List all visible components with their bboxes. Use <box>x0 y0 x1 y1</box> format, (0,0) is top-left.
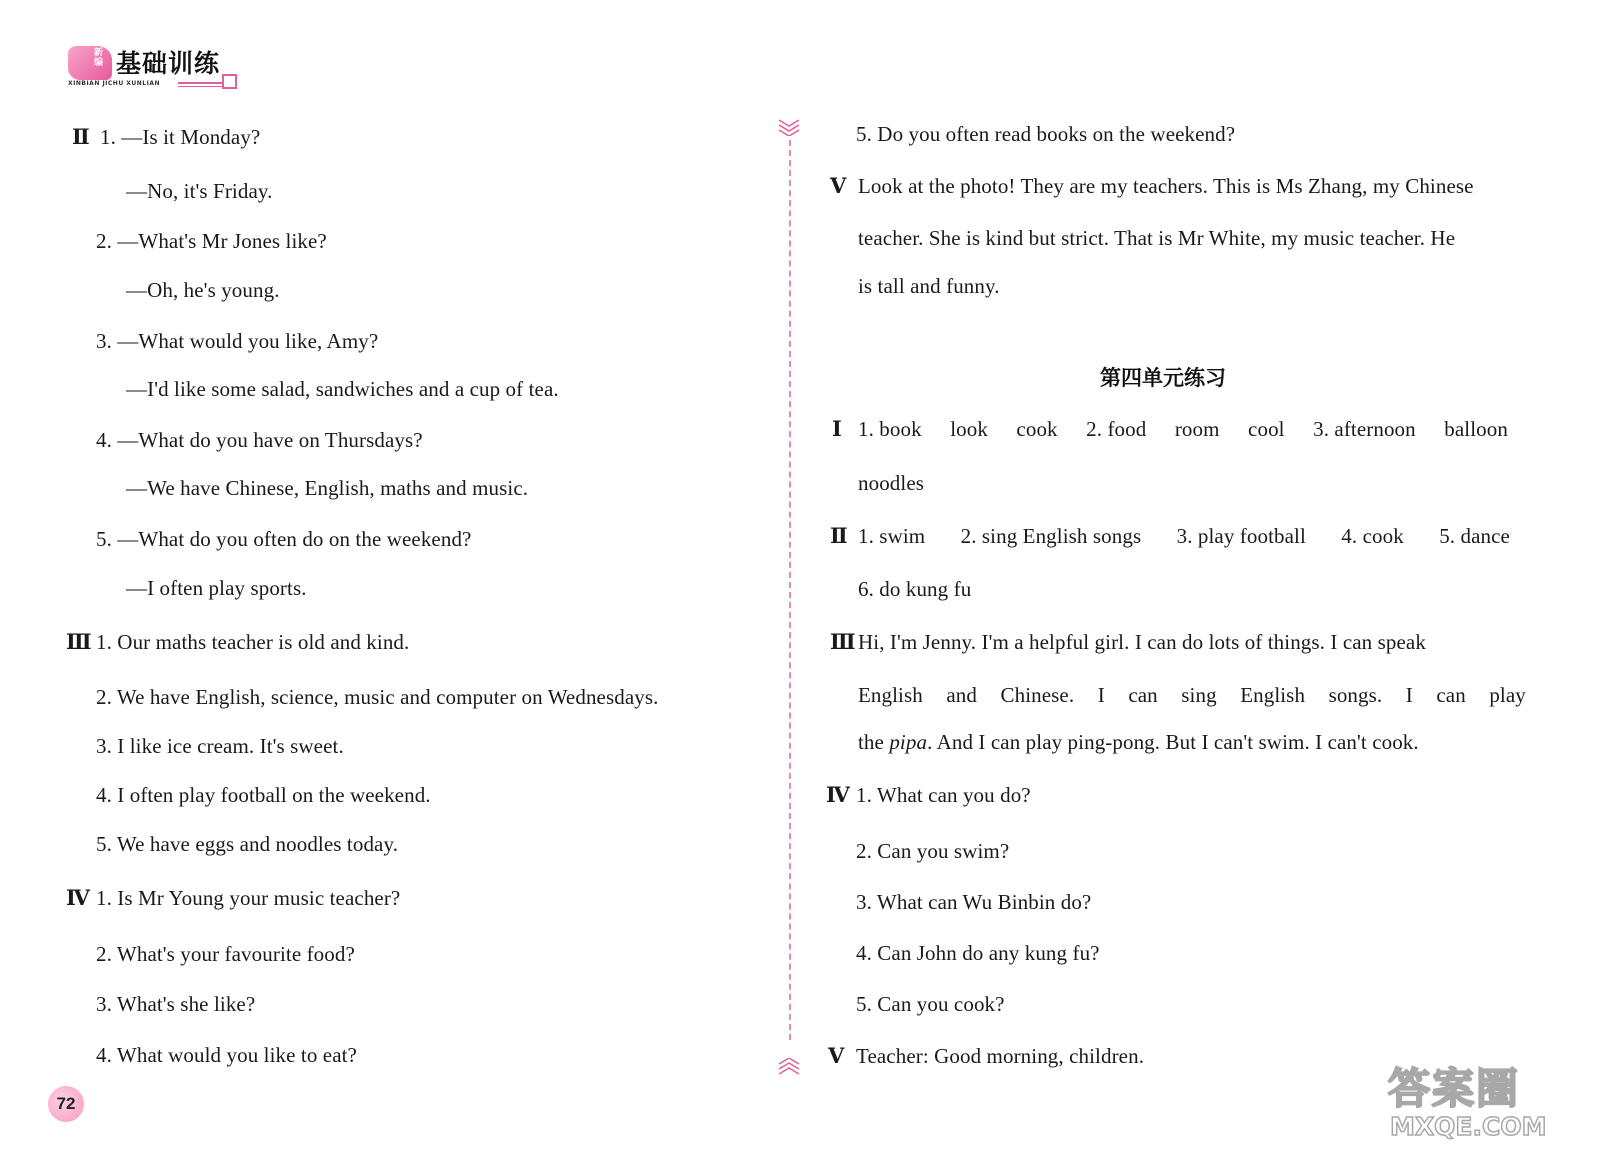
answer-line: noodles <box>858 471 925 495</box>
answer-line: —We have Chinese, English, maths and music. <box>126 476 529 500</box>
answer-line: 4. Can John do any kung fu? <box>856 941 1100 965</box>
answer-line: 6. do kung fu <box>858 577 972 601</box>
word: can <box>1128 683 1158 707</box>
watermark-logo <box>1388 1056 1564 1146</box>
section-numeral: Ⅳ <box>66 886 90 910</box>
word-list <box>858 416 1508 442</box>
section-numeral: Ⅱ <box>72 125 90 149</box>
page-divider <box>789 140 791 1040</box>
word-item: 2. food <box>1086 417 1147 441</box>
answer-line: 2. —What's Mr Jones like? <box>96 229 327 253</box>
chevron-up-icon <box>777 1058 801 1076</box>
brand-title: 基础训练 <box>116 49 221 78</box>
answer-line: 1. —Is it Monday? <box>100 125 261 149</box>
answer-line <box>858 729 1419 755</box>
word-item: cool <box>1248 417 1285 441</box>
answer-line: 2. Can you swim? <box>856 839 1010 863</box>
answer-line: 3. What's she like? <box>96 992 256 1016</box>
italic-word: pipa <box>889 730 928 754</box>
answer-line: Teacher: Good morning, children. <box>856 1044 1145 1068</box>
answer-line: 4. What would you like to eat? <box>96 1043 357 1067</box>
answer-line: 2. What's your favourite food? <box>96 942 355 966</box>
answer-line: 4. I often play football on the weekend. <box>96 783 431 807</box>
word: can <box>1436 683 1466 707</box>
answer-line: 5. We have eggs and noodles today. <box>96 832 399 856</box>
answer-line: Hi, I'm Jenny. I'm a helpful girl. I can do lots of things. I can speak <box>858 630 1426 654</box>
section-numeral: Ⅰ <box>832 417 842 441</box>
answer-line: Look at the photo! They are my teachers. This is Ms Zhang, my Chinese <box>858 174 1474 198</box>
answer-line: 3. What can Wu Binbin do? <box>856 890 1092 914</box>
watermark-en: MXQE.COM <box>1390 1112 1547 1141</box>
word: English <box>1240 683 1306 707</box>
answer-line: —I often play sports. <box>126 576 307 600</box>
brand-pinyin: XINBIAN JICHU XUNLIAN <box>68 80 161 87</box>
answer-line: —I'd like some salad, sandwiches and a cup of tea. <box>126 377 559 401</box>
brand-header <box>68 40 248 90</box>
answer-line: 3. —What would you like, Amy? <box>96 329 379 353</box>
section-numeral: Ⅲ <box>830 630 856 654</box>
word-item: look <box>950 417 988 441</box>
section-numeral: Ⅴ <box>828 1044 845 1068</box>
section-numeral: Ⅲ <box>66 630 92 654</box>
answer-line: —No, it's Friday. <box>126 179 273 203</box>
word: play <box>1489 683 1526 707</box>
chevron-down-icon <box>777 118 801 136</box>
section-numeral: Ⅱ <box>830 524 848 548</box>
answer-line: 5. Do you often read books on the weekend? <box>856 122 1236 146</box>
answer-line: —Oh, he's young. <box>126 278 280 302</box>
word: English <box>858 683 923 707</box>
word-item: room <box>1174 417 1220 441</box>
word: and <box>946 683 977 707</box>
text-segment: the <box>858 730 890 754</box>
word-item: 4. cook <box>1341 524 1404 548</box>
answer-line <box>858 682 1526 708</box>
answer-line: 1. Our maths teacher is old and kind. <box>96 630 410 654</box>
answer-line: 4. —What do you have on Thursdays? <box>96 428 423 452</box>
brand-badge-text: 新编 <box>94 48 104 68</box>
answer-line: 5. Can you cook? <box>856 992 1005 1016</box>
word-item: 2. sing English songs <box>960 524 1142 548</box>
answer-line: 5. —What do you often do on the weekend? <box>96 527 472 551</box>
answer-line: 3. I like ice cream. It's sweet. <box>96 734 344 758</box>
answer-line: 1. What can you do? <box>856 783 1031 807</box>
word-list <box>858 523 1510 549</box>
word: sing <box>1181 683 1217 707</box>
word-item: 3. play football <box>1176 524 1306 548</box>
section-title: 第四单元练习 <box>1100 366 1226 390</box>
word: I <box>1405 683 1413 707</box>
word-item: 3. afternoon <box>1313 417 1416 441</box>
word: songs. <box>1328 683 1383 707</box>
answer-line: is tall and funny. <box>858 274 1000 298</box>
answer-line: 1. Is Mr Young your music teacher? <box>96 886 401 910</box>
section-numeral: Ⅳ <box>826 783 850 807</box>
answer-line: 2. We have English, science, music and computer on Wednesdays. <box>96 685 659 709</box>
word-item: 5. dance <box>1439 524 1510 548</box>
page-number: 72 <box>48 1086 84 1122</box>
word-item: cook <box>1016 417 1058 441</box>
word-item: 1. swim <box>858 524 926 548</box>
watermark-cn: 答案圈 <box>1388 1064 1521 1113</box>
word-item: 1. book <box>858 417 922 441</box>
word: Chinese. <box>1000 683 1075 707</box>
word: I <box>1097 683 1105 707</box>
word-item: balloon <box>1444 417 1508 441</box>
brand-square-icon <box>222 74 237 89</box>
text-segment: . And I can play ping-pong. But I can't swim. I can't cook. <box>927 730 1419 754</box>
answer-line: teacher. She is kind but strict. That is Mr White, my music teacher. He <box>858 226 1456 250</box>
section-numeral: Ⅴ <box>830 174 847 198</box>
